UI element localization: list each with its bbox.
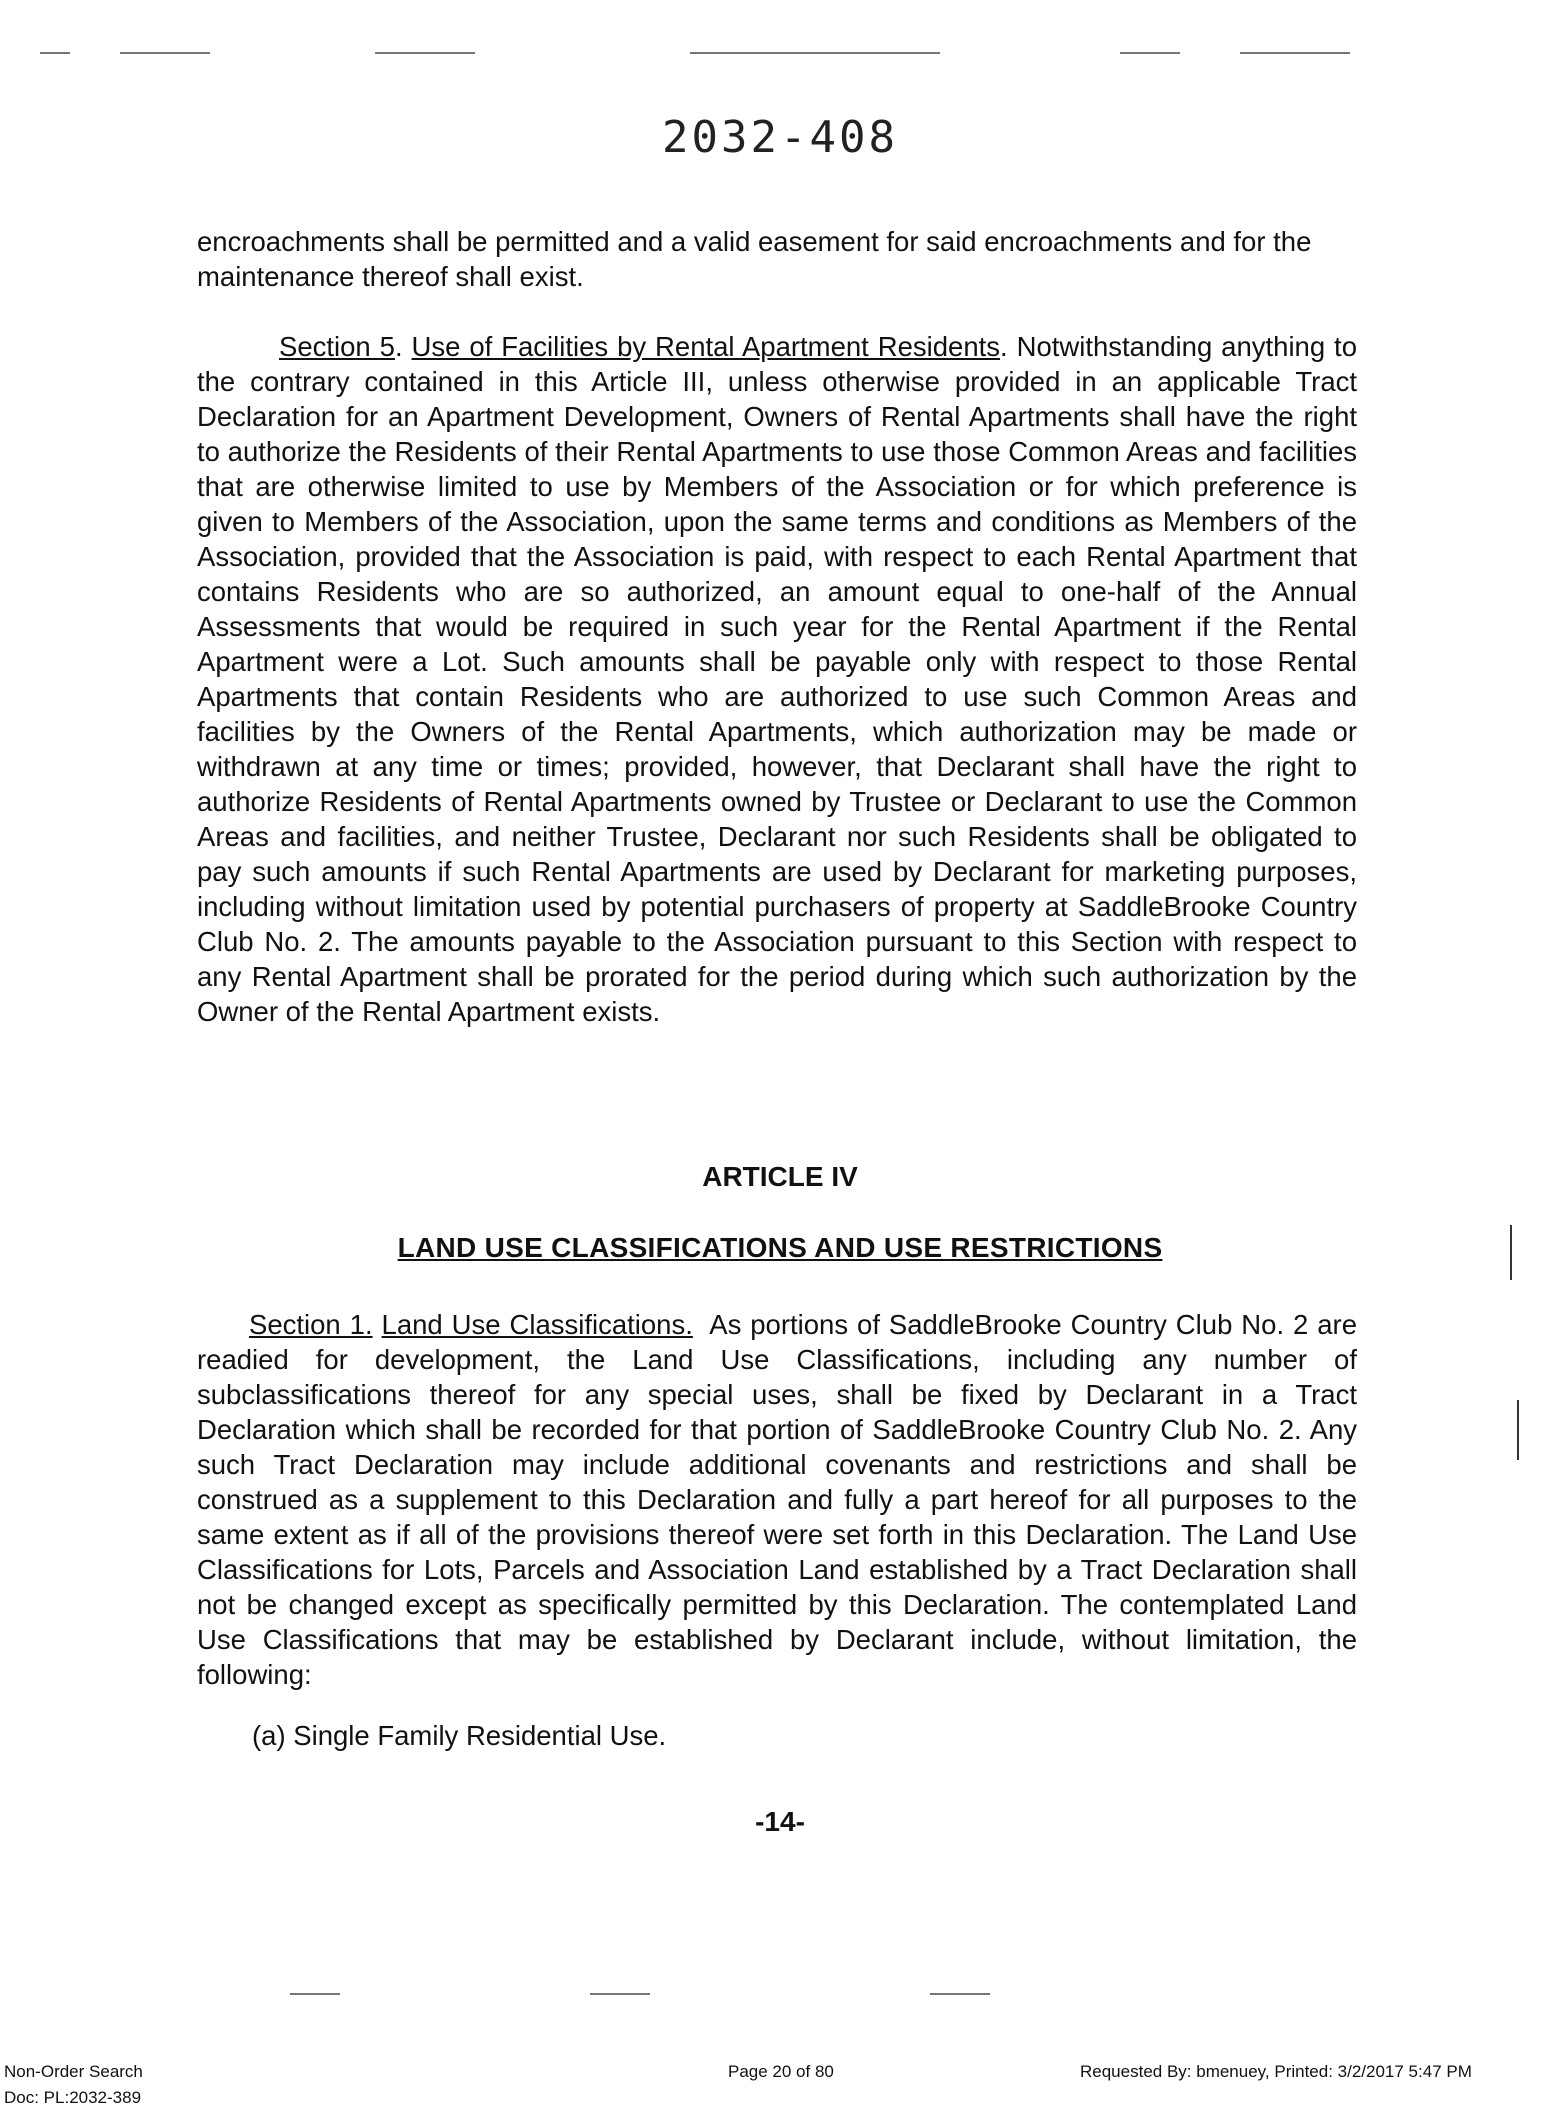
section-1-label: Section 1. — [249, 1309, 373, 1340]
section-1-title: Land Use Classifications. — [381, 1309, 693, 1340]
section-5-text: Notwithstanding anything to the contrary contained in this Article III, unless otherwise provided in an applicable Tract Declaration for an Apartment Development, Owners of Rental Apartments shall have the right to authorize the Residents of their Rental Apartments to use those Common Areas and facilities that are otherwise limited to use by Members of the Association or for which preference is given to Members of the Association, upon the same terms and conditions as Members of the Association, provided that the Association is paid, with respect to each Rental Apartment that contains Residents who are so authorized, an amount equal to one-half of the Annual Assessments that would be required in such year for the Rental Apartment if the Rental Apartment were a Lot. Such amounts shall be payable only with respect to those Rental Apartments that contain Residents who are authorized to use such Common Areas and facilities by the Owners of the Rental Apartments, which authorization may be made or withdrawn at any time or times; provided, however, that Declarant shall have the right to authorize Residents of Rental Apartments owned by Trustee or Declarant to use the Common Areas and facilities, and neither Trustee, Declarant nor such Residents shall be obligated to pay such amounts if such Rental Apartments are used by Declarant for marketing purposes, including without limitation used by potential purchasers of property at SaddleBrooke Country Club No. 2. The amounts payable to the Association pursuant to this Section with respect to any Rental Apartment shall be prorated for the period during which such authorization by the Owner of the Rental Apartment exists. — [197, 331, 1357, 1027]
article-heading: LAND USE CLASSIFICATIONS AND USE RESTRICTIONS — [397, 1232, 1163, 1263]
page-number: -14- — [755, 1806, 805, 1837]
scan-artifact — [690, 52, 940, 54]
section-5-paragraph: Section 5. Use of Facilities by Rental Apartment Residents. Notwithstanding anything to the contrary contained in this Article III, unless otherwise provided in an applicable Tract Declaration for an Apartment Development, Owners of Rental Apartments shall have the right to authorize the Residents of their Rental Apartments to use those Common Areas and facilities that are otherwise limited to use by Members of the Association or for which preference is given to Members of the Association, upon the same terms and conditions as Members of the Association, provided that the Association is paid, with respect to each Rental Apartment that contains Residents who are so authorized, an amount equal to one-half of the Annual Assessments that would be required in such year for the Rental Apartment if the Rental Apartment were a Lot. Such amounts shall be payable only with respect to those Rental Apartments that contain Residents who are authorized to use such Common Areas and facilities by the Owners of the Rental Apartments, which authorization may be made or withdrawn at any time or times; provided, however, that Declarant shall have the right to authorize Residents of Rental Apartments owned by Trustee or Declarant to use the Common Areas and facilities, and neither Trustee, Declarant nor such Residents shall be obligated to pay such amounts if such Rental Apartments are used by Declarant for marketing purposes, including without limitation used by potential purchasers of property at SaddleBrooke Country Club No. 2. The amounts payable to the Association pursuant to this Section with respect to any Rental Apartment shall be prorated for the period during which such authorization by the Owner of the Rental Apartment exists. — [197, 331, 1357, 1027]
footer-page-info: Page 20 of 80 — [728, 2062, 834, 2081]
footer-requested-by: Requested By: bmenuey, Printed: 3/2/2017 5:47 PM — [1080, 2062, 1472, 2081]
scan-artifact — [40, 52, 70, 54]
scan-artifact — [290, 1993, 340, 1995]
scan-artifact — [1240, 52, 1350, 54]
section-1-text: As portions of SaddleBrooke Country Club No. 2 are readied for development, the Land Use Classifications, including any number of subclassifications thereof for any special uses, shall be fixed by Declarant in a Tract Declaration which shall be recorded for that portion of SaddleBrooke Country Club No. 2. Any such Tract Declaration may include additional covenants and restrictions and shall be construed as a supplement to this Declaration and fully a part hereof for all purposes to the same extent as if all of the provisions thereof were set forth in this Declaration. The Land Use Classifications for Lots, Parcels and Association Land established by a Tract Declaration shall not be changed except as specifically permitted by this Declaration. The contemplated Land Use Classifications that may be established by Declarant include, without limitation, the following: — [197, 1309, 1357, 1690]
section-1-paragraph — [197, 1307, 1357, 1692]
section-5-title: Use of Facilities by Rental Apartment Residents — [411, 331, 1001, 362]
footer-search-type: Non-Order Search — [4, 2062, 143, 2081]
scan-artifact — [375, 52, 475, 54]
scan-artifact — [1517, 1400, 1519, 1460]
article-title: ARTICLE IV — [702, 1161, 858, 1192]
scan-artifact — [590, 1993, 650, 1995]
scan-artifact — [1120, 52, 1180, 54]
footer-doc-ref: Doc: PL:2032-389 — [4, 2088, 142, 2107]
document-number: 2032-408 — [662, 112, 898, 163]
section-5-label: Section 5 — [279, 331, 395, 362]
list-item-a: (a) Single Family Residential Use. — [252, 1720, 667, 1751]
scan-artifact — [120, 52, 210, 54]
paragraph-encroachments: encroachments shall be permitted and a valid easement for said encroachments and for the maintenance thereof shall exist. — [197, 226, 1312, 292]
scan-artifact — [930, 1993, 990, 1995]
